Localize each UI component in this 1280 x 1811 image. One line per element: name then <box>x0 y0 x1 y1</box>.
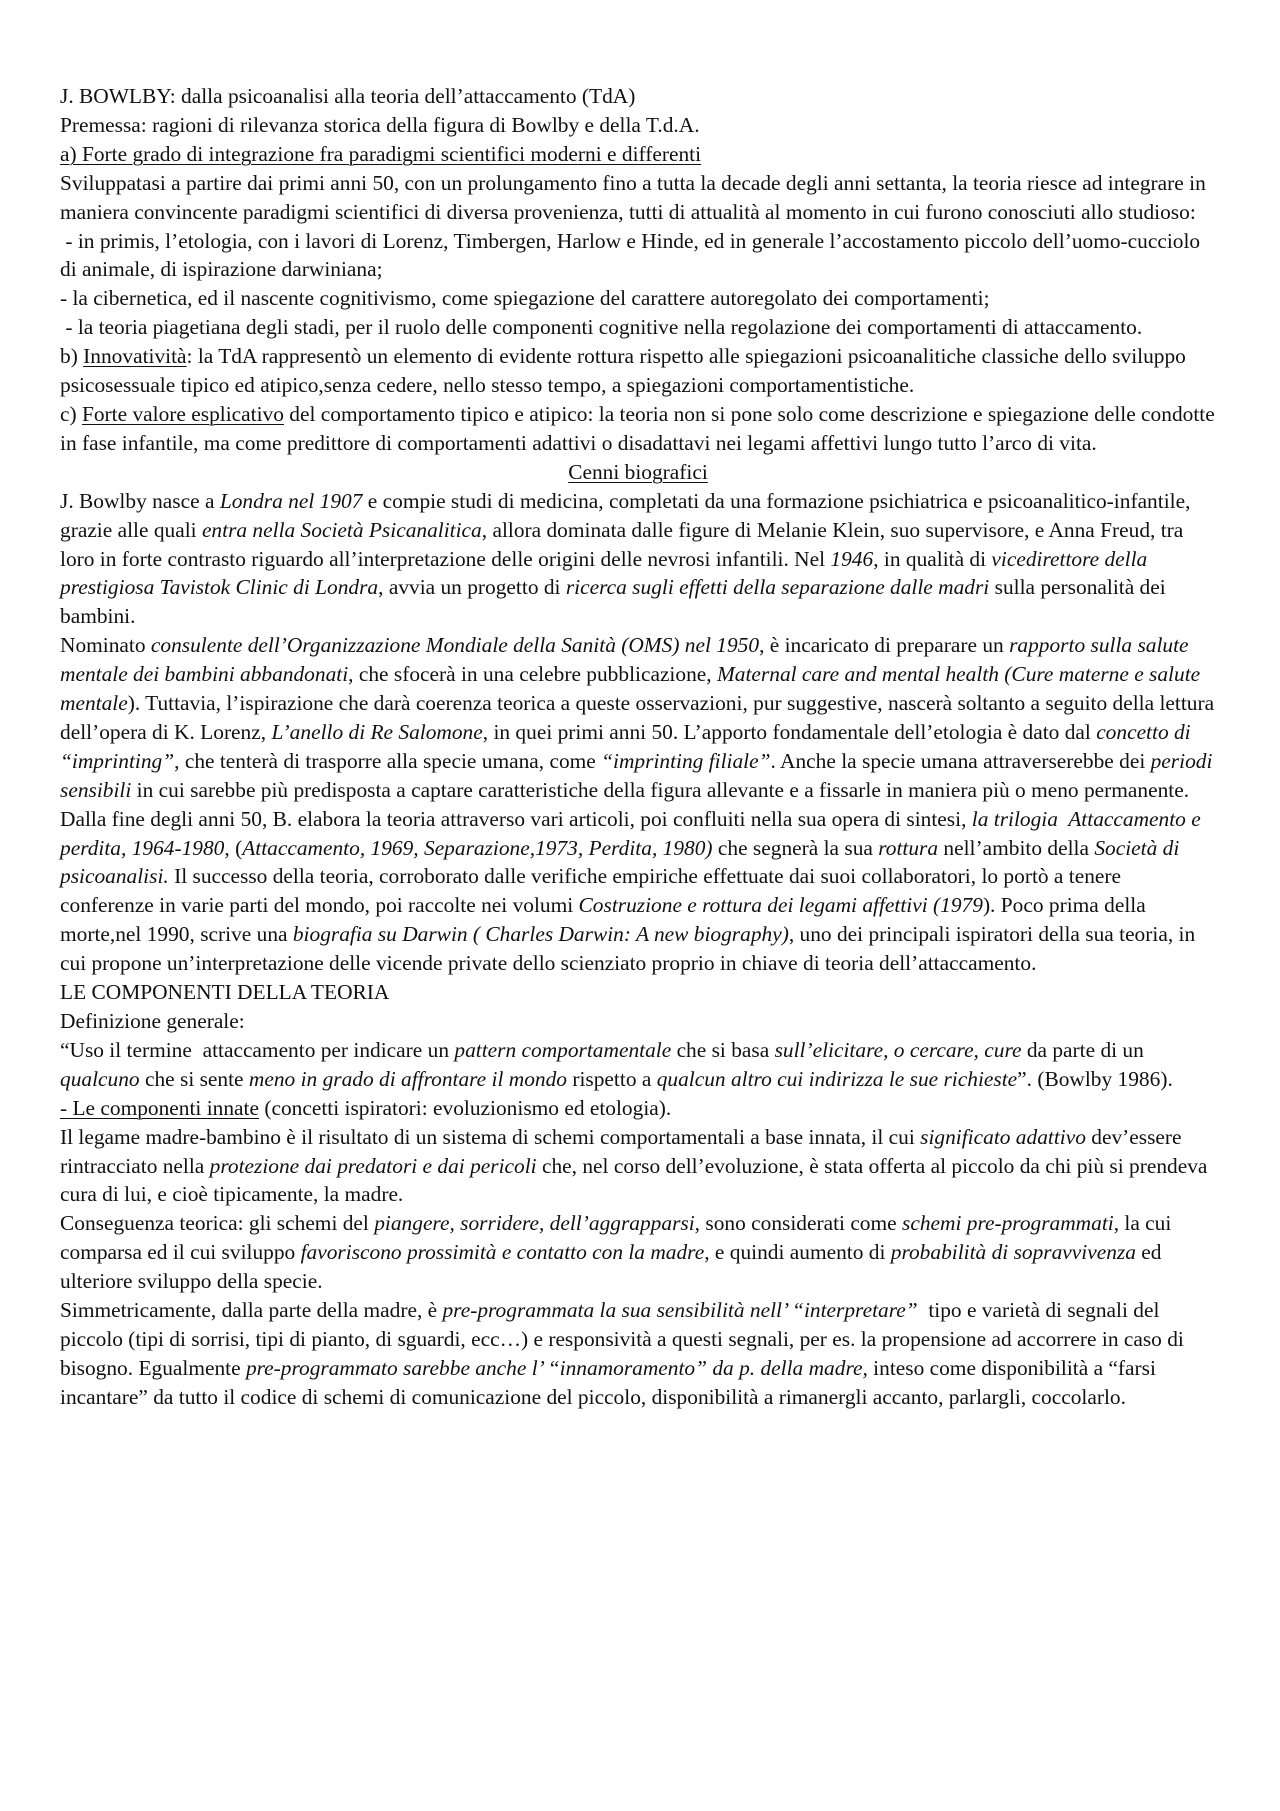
bio-1-text: , in qualità di <box>873 546 992 571</box>
premise-line: Premessa: ragioni di rilevanza storica della figura di Bowlby e della T.d.A. <box>60 112 700 137</box>
innate-2-text: , la cui comparsa ed il cui sviluppo <box>60 1211 1177 1265</box>
section-b-text: : la TdA rappresentò un elemento di evidente rottura rispetto alle spiegazioni psicoanalitiche classiche dello sviluppo psicosessuale tipico ed atipico,senza cedere, nello stesso tempo, a spiegazioni comportamentistiche. <box>60 344 1192 398</box>
section-a-heading <box>60 140 1216 169</box>
innate-2-text: , sono considerati come <box>694 1211 902 1236</box>
bio-2-text: Nominato <box>60 633 151 658</box>
section-a-body: Sviluppatasi a partire dai primi anni 50, con un prolungamento fino a tutta la decade degli anni settanta, la teoria riesce ad integrare in maniera convincente paradigmi scientifici di diversa provenienza, tutti di attualità al momento in cui furono conosciuti allo studioso: <box>60 170 1212 224</box>
section-b-paragraph <box>60 342 1216 400</box>
bio-2-text: , che tenterà di trasporre alla specie umana, come <box>174 748 602 773</box>
bio-1-italic: ricerca sugli effetti della separazione dalle madri <box>565 575 990 600</box>
innate-2-text: ed ulteriore sviluppo della specie. <box>60 1240 1167 1294</box>
bio-2-italic: “imprinting filiale” <box>601 748 771 773</box>
innate-3-italic: pre-programmato sarebbe anche l’ “innamoramento” da p. della madre, <box>245 1355 868 1380</box>
innate-2-italic: probabilità di sopravvivenza <box>890 1240 1136 1265</box>
section-a-heading-text: a) Forte grado di integrazione fra paradigmi scientifici moderni e differenti <box>60 141 702 166</box>
quote-text: ”. (Bowlby 1986). <box>1017 1066 1173 1091</box>
quote-italic: sull’elicitare, o cercare, cure <box>774 1037 1022 1062</box>
list-item-cybernetics: - la cibernetica, ed il nascente cognitivismo, come spiegazione del carattere autoregolato dei comportamenti; <box>60 286 990 311</box>
bio-paragraph-3 <box>60 805 1216 978</box>
bio-1-italic: entra nella Società Psicanalitica <box>201 517 482 542</box>
innate-2-text: Conseguenza teorica: gli schemi del <box>60 1211 375 1236</box>
quote-italic: qualcun altro cui indirizza le sue richieste <box>656 1066 1018 1091</box>
list-item-ethology: - in primis, l’etologia, con i lavori di Lorenz, Timbergen, Harlow e Hinde, ed in generale l’accostamento piccolo dell’uomo-cucciolo di animale, di ispirazione darwiniana; <box>60 228 1206 282</box>
innate-2-text: , e quindi aumento di <box>704 1240 891 1265</box>
bio-2-text: , che sfocerà in una celebre pubblicazione, <box>348 662 717 687</box>
bio-3-italic: Costruzione e rottura dei legami affettivi (1979 <box>578 893 983 918</box>
bio-3-text: che segnerà la sua <box>712 835 879 860</box>
innate-heading-text: (concetti ispiratori: evoluzionismo ed etologia). <box>258 1095 672 1120</box>
innate-paragraph-2 <box>60 1209 1216 1296</box>
bio-2-text: . Anche la specie umana attraverserebbe dei <box>770 748 1151 773</box>
innate-2-italic: schemi pre-programmati <box>902 1211 1114 1236</box>
list-item-piaget: - la teoria piagetiana degli stadi, per il ruolo delle componenti cognitive nella regolazione dei comportamenti di attaccamento. <box>60 315 1143 340</box>
section-c-paragraph <box>60 400 1221 458</box>
quote-text: da parte di un <box>1021 1037 1150 1062</box>
innate-3-italic: pre-programmata la sua sensibilità nell’ “interpretare” <box>442 1298 918 1323</box>
quote-text: rispetto a <box>567 1066 657 1091</box>
bio-1-text: J. Bowlby nasce a <box>60 488 220 513</box>
bio-paragraph-1 <box>60 487 1216 632</box>
bio-1-text: sulla personalità dei bambini. <box>60 575 1172 629</box>
components-heading: LE COMPONENTI DELLA TEORIA <box>60 980 390 1005</box>
bio-3-text: ). Poco prima della morte,nel 1990, scrive una <box>60 893 1152 947</box>
section-c-term: Forte valore esplicativo <box>81 401 284 426</box>
quote-text: che si basa <box>671 1037 775 1062</box>
section-c-text: del comportamento tipico e atipico: la teoria non si pone solo come descrizione e spiegazione delle condotte in fase infantile, ma come predittore di comportamenti adattivi o disadattavi nei legami affettivi lungo tutto l’arco di vita. <box>60 401 1221 455</box>
bio-2-italic: Maternal care and mental health (Cure materne e salute mentale <box>60 662 1206 716</box>
document-title: J. BOWLBY: dalla psicoanalisi alla teoria dell’attaccamento (TdA) <box>60 84 636 108</box>
bio-3-text: , uno dei principali ispiratori della sua teoria, in cui propone un’interpretazione delle vicende private dello scienziato proprio in chiave di teoria dell’attaccamento. <box>60 922 1201 976</box>
bio-3-italic: Attaccamento, 1969, Separazione,1973, Perdita, 1980) <box>242 835 713 860</box>
bio-1-italic: Londra nel 1907 <box>219 488 363 513</box>
bio-3-italic: biografia su Darwin ( Charles Darwin: A new biography) <box>292 922 789 947</box>
bio-2-text: , in quei primi anni 50. L’apporto fondamentale dell’etologia è dato dal <box>482 719 1097 744</box>
bio-heading-text: Cenni biografici <box>568 459 708 484</box>
bio-1-text: e compie studi di medicina, completati da una formazione psichiatrica e psicoanalitico-infantile, grazie alle quali <box>60 488 1196 542</box>
innate-paragraph-1 <box>60 1123 1216 1210</box>
innate-1-italic: protezione dai predatori e dai pericoli <box>209 1153 537 1178</box>
innate-1-text: Il legame madre-bambino è il risultato di un sistema di schemi comportamentali a base innata, il cui <box>60 1124 921 1149</box>
bio-2-italic: consulente dell’Organizzazione Mondiale della Sanità (OMS) nel 1950 <box>150 633 760 658</box>
bio-2-italic: periodi sensibili <box>60 748 1218 802</box>
quote-text: “Uso il termine attaccamento per indicare un <box>60 1037 455 1062</box>
bio-2-italic: concetto di “imprinting” <box>60 719 1196 773</box>
innate-3-text: tipo e varietà di segnali del piccolo (tipi di sorrisi, tipi di pianto, di sguardi, ecc…) e responsività a questi segnali, per es. la propensione ad accorrere in caso di bisogno. Egualmente <box>60 1298 1190 1380</box>
innate-2-italic: piangere, sorridere, dell’aggrapparsi <box>374 1211 695 1236</box>
innate-1-italic: significato adattivo <box>920 1124 1086 1149</box>
quote-italic: pattern comportamentale <box>454 1037 672 1062</box>
innate-paragraph-3 <box>60 1296 1216 1412</box>
innate-1-text: che, nel corso dell’evoluzione, è stata offerta al piccolo da chi più si prendeva cura di lui, e cioè tipicamente, la madre. <box>60 1153 1213 1207</box>
bio-3-text: Dalla fine degli anni 50, B. elabora la teoria attraverso vari articoli, poi confluiti nella sua opera di sintesi, <box>60 806 972 831</box>
bio-3-text: , ( <box>224 835 243 860</box>
innate-1-text: dev’essere rintracciato nella <box>60 1124 1187 1178</box>
quote-italic: qualcuno <box>60 1066 140 1091</box>
section-b-prefix: b) <box>60 344 84 369</box>
bio-heading <box>60 458 1216 487</box>
bio-2-text: ). Tuttavia, l’ispirazione che darà coerenza teorica a queste osservazioni, pur suggestive, nascerà soltanto a seguito della lettura dell’opera di K. Lorenz, <box>60 691 1220 744</box>
innate-3-text: Simmetricamente, dalla parte della madre, è <box>60 1298 443 1323</box>
bio-paragraph-2 <box>60 631 1220 804</box>
quote-text: che si sente <box>139 1066 249 1091</box>
bio-2-text: in cui sarebbe più predisposta a captare caratteristiche della figura allevante e a fissarle in maniera più o meno permanente. <box>131 777 1190 802</box>
bio-3-text: nell’ambito della <box>938 835 1095 860</box>
bio-3-italic: Società di psicoanalisi. <box>60 835 1185 889</box>
bio-3-text: Il successo della teoria, corroborato dalle verifiche empiriche effettuate dai suoi collaboratori, lo portò a tenere conferenze in varie parti del mondo, poi raccolte nei volumi <box>60 864 1127 918</box>
quote-italic: meno in grado di affrontare il mondo <box>248 1066 567 1091</box>
bio-1-italic: vicedirettore della prestigiosa Tavistok Clinic di Londra <box>60 546 1153 600</box>
bio-2-italic: rapporto sulla salute mentale dei bambini abbandonati <box>60 633 1194 687</box>
innate-heading: - Le componenti innate <box>60 1095 259 1120</box>
bio-3-italic: rottura <box>878 835 939 860</box>
bio-1-text: , allora dominata dalle figure di Melanie Klein, suo supervisore, e Anna Freud, tra loro in forte contrasto riguardo all’interpretazione delle origini delle nevrosi infantili. Nel <box>60 517 1189 571</box>
definition-label: Definizione generale: <box>60 1009 245 1033</box>
definition-quote <box>60 1036 1216 1094</box>
innate-3-text: inteso come disponibilità a “farsi incantare” da tutto il codice di schemi di comunicazione del piccolo, disponibilità a rimanergli accanto, parlargli, coccolarlo. <box>60 1355 1162 1409</box>
bio-2-text: , è incaricato di preparare un <box>759 633 1010 658</box>
bio-1-italic: 1946 <box>830 546 874 571</box>
section-b-term: Innovatività <box>83 344 187 369</box>
bio-1-text: , avvia un progetto di <box>378 575 566 600</box>
bio-3-italic: la trilogia Attaccamento e perdita, 1964-1980 <box>60 806 1207 860</box>
innate-2-italic: favoriscono prossimità e contatto con la madre <box>300 1240 705 1265</box>
bio-2-italic: L’anello di Re Salomone <box>271 719 483 744</box>
innate-heading-line <box>60 1094 1216 1123</box>
section-c-prefix: c) <box>60 401 82 426</box>
